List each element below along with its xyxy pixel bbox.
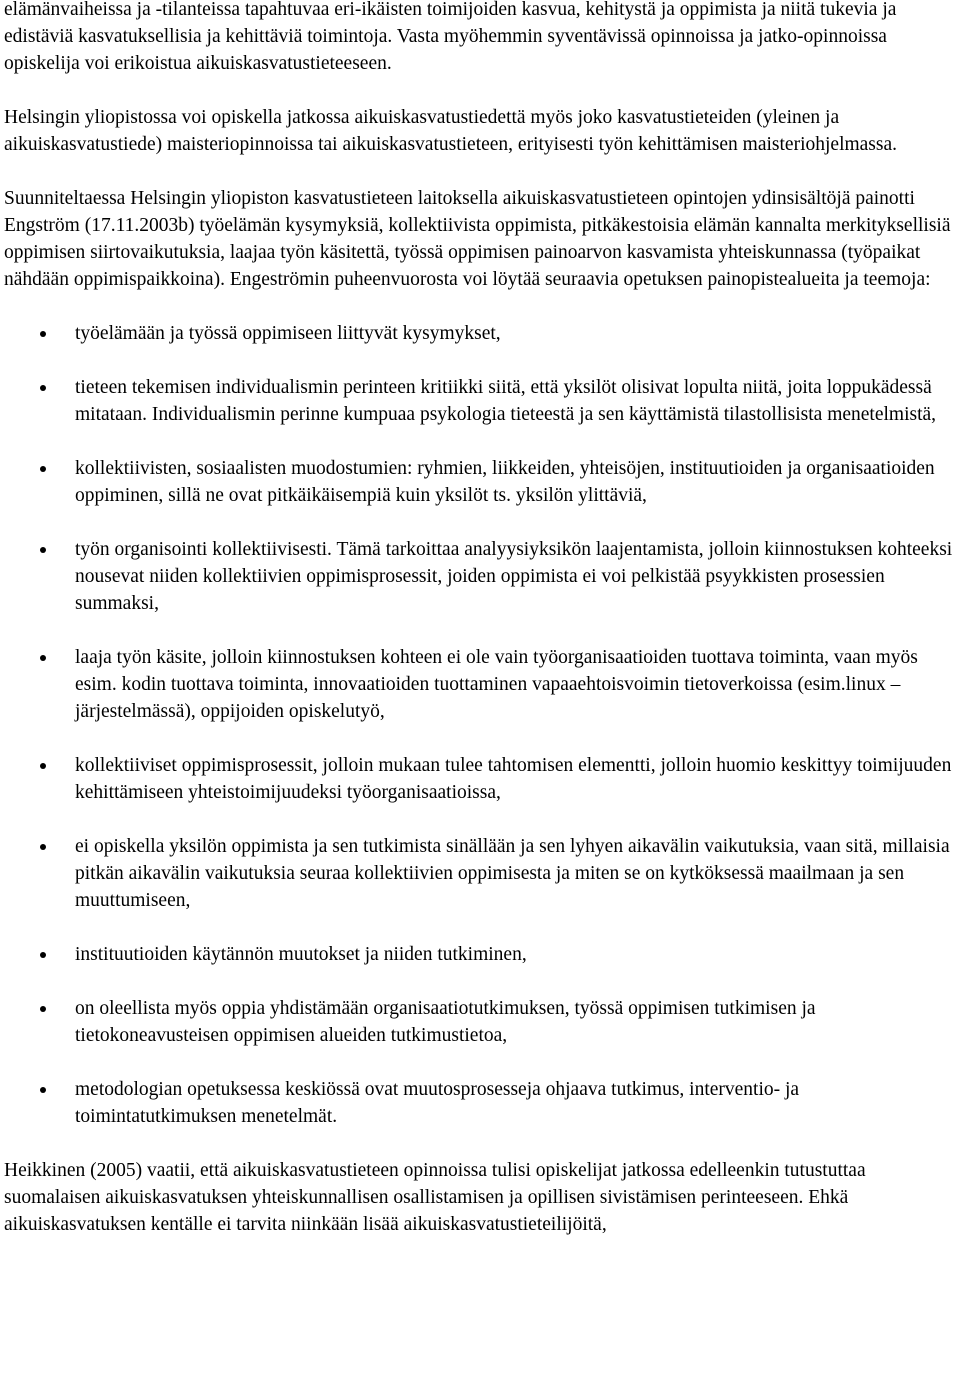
list-item-text: ei opiskella yksilön oppimista ja sen tutkimista sinällään ja sen lyhyen aikavälin vaikutuksia, vaan sitä, millaisia pitkän aikavälin vaikutuksia seuraa kollektiivien oppimisesta ja miten se on kytköksessä maailmaan ja sen muuttumiseen, bbox=[75, 836, 950, 911]
list-item bbox=[4, 941, 956, 968]
teaching-themes-list bbox=[4, 320, 956, 1130]
list-item bbox=[4, 1076, 956, 1130]
list-item-text: työn organisointi kollektiivisesti. Tämä tarkoittaa analyysiyksikön laajentamista, jolloin kiinnostuksen kohteeksi nousevat niiden kollektiivien oppimisprosessit, joiden oppimista ei voi pelkistää psyykkisten prosessien summaksi, bbox=[75, 539, 953, 614]
list-item-text: kollektiiviset oppimisprosessit, jolloin mukaan tulee tahtomisen elementti, jolloin huomio keskittyy toimijuuden kehittämiseen yhteistoimijuudeksi työorganisaatioissa, bbox=[75, 755, 952, 803]
list-item bbox=[4, 995, 956, 1049]
list-item bbox=[4, 320, 956, 347]
list-item-text: työelämään ja työssä oppimiseen liittyvät kysymykset, bbox=[75, 323, 501, 344]
intro-paragraph: elämänvaiheissa ja -tilanteissa tapahtuvaa eri-ikäisten toimijoiden kasvua, kehitystä ja oppimista ja niitä tukevia ja edistäviä kasvatuksellisia ja kehittäviä toimintoja. Vasta myöhemmin syventävissä opinnoissa ja jatko-opinnoissa opiskelija voi erikoistua aikuiskasvatustieteeseen. bbox=[4, 0, 897, 74]
list-item-text: laaja työn käsite, jolloin kiinnostuksen kohteen ei ole vain työorganisaatioiden tuottava toiminta, vaan myös esim. kodin tuottava toiminta, innovaatioiden tuottaminen vapaaehtoisvoimin tietoverkoissa (esim.linux –järjestelmässä), oppijoiden opiskelutyö, bbox=[75, 647, 918, 722]
list-item-text: kollektiivisten, sosiaalisten muodostumien: ryhmien, liikkeiden, yhteisöjen, instituutioiden ja organisaatioiden oppiminen, sillä ne ovat pitkäikäisempiä kuin yksilöt ts. yksilön ylittäviä, bbox=[75, 458, 935, 506]
bullet-icon bbox=[40, 763, 46, 769]
bullet-icon bbox=[40, 655, 46, 661]
list-item bbox=[4, 833, 956, 914]
bullet-icon bbox=[40, 844, 46, 850]
bullet-icon bbox=[40, 385, 46, 391]
helsinki-paragraph: Helsingin yliopistossa voi opiskella jatkossa aikuiskasvatustiedettä myös joko kasvatustieteiden (yleinen ja aikuiskasvatustiede) maisteriopinnoissa tai aikuiskasvatustieteen, erityisesti työn kehittämisen maisteriohjelmassa. bbox=[4, 107, 898, 155]
list-item bbox=[4, 455, 956, 509]
list-item-text: tieteen tekemisen individualismin perinteen kritiikki siitä, että yksilöt olisivat lopulta niitä, joita loppukädessä mitataan. Individualismin perinne kumpuaa psykologia tieteestä ja sen käyttämistä tilastollisista menetelmistä, bbox=[75, 377, 937, 425]
bullet-icon bbox=[40, 331, 46, 337]
list-item bbox=[4, 374, 956, 428]
list-item bbox=[4, 536, 956, 617]
list-item bbox=[4, 644, 956, 725]
bullet-icon bbox=[40, 466, 46, 472]
bullet-icon bbox=[40, 547, 46, 553]
bullet-icon bbox=[40, 952, 46, 958]
final-paragraph: Heikkinen (2005) vaatii, että aikuiskasvatustieteen opinnoissa tulisi opiskelijat jatkossa edelleenkin tutustuttaa suomalaisen aikuiskasvatuksen yhteiskunnallisen osallistamisen ja opillisen sivistämisen perinteeseen. Ehkä aikuiskasvatuksen kentälle ei tarvita niinkään lisää aikuiskasvatustieteilijöitä, bbox=[4, 1160, 866, 1235]
list-item-text: instituutioiden käytännön muutokset ja niiden tutkiminen, bbox=[75, 944, 527, 965]
list-item-text: metodologian opetuksessa keskiössä ovat muutosprosesseja ohjaava tutkimus, interventio- ja toimintatutkimuksen menetelmät. bbox=[75, 1079, 800, 1127]
list-item-text: on oleellista myös oppia yhdistämään organisaatiotutkimuksen, työssä oppimisen tutkimisen ja tietokoneavusteisen oppimisen alueiden tutkimustietoa, bbox=[75, 998, 816, 1046]
document-page bbox=[4, 0, 956, 1238]
list-item bbox=[4, 752, 956, 806]
bullet-icon bbox=[40, 1087, 46, 1093]
planning-paragraph: Suunniteltaessa Helsingin yliopiston kasvatustieteen laitoksella aikuiskasvatustieteen opintojen ydinsisältöjä painotti Engström (17.11.2003b) työelämän kysymyksiä, kollektiivista oppimista, pitkäkestoisia elämän kannalta merkityksellisiä oppimisen siirtovaikutuksia, laajaa työn käsitettä, työssä oppimisen painoarvon kasvamista yhteiskunnassa (työpaikat nähdään oppimispaikkoina). Engeströmin puheenvuorosta voi löytää seuraavia opetuksen painopistealueita ja teemoja: bbox=[4, 188, 951, 290]
bullet-icon bbox=[40, 1006, 46, 1012]
